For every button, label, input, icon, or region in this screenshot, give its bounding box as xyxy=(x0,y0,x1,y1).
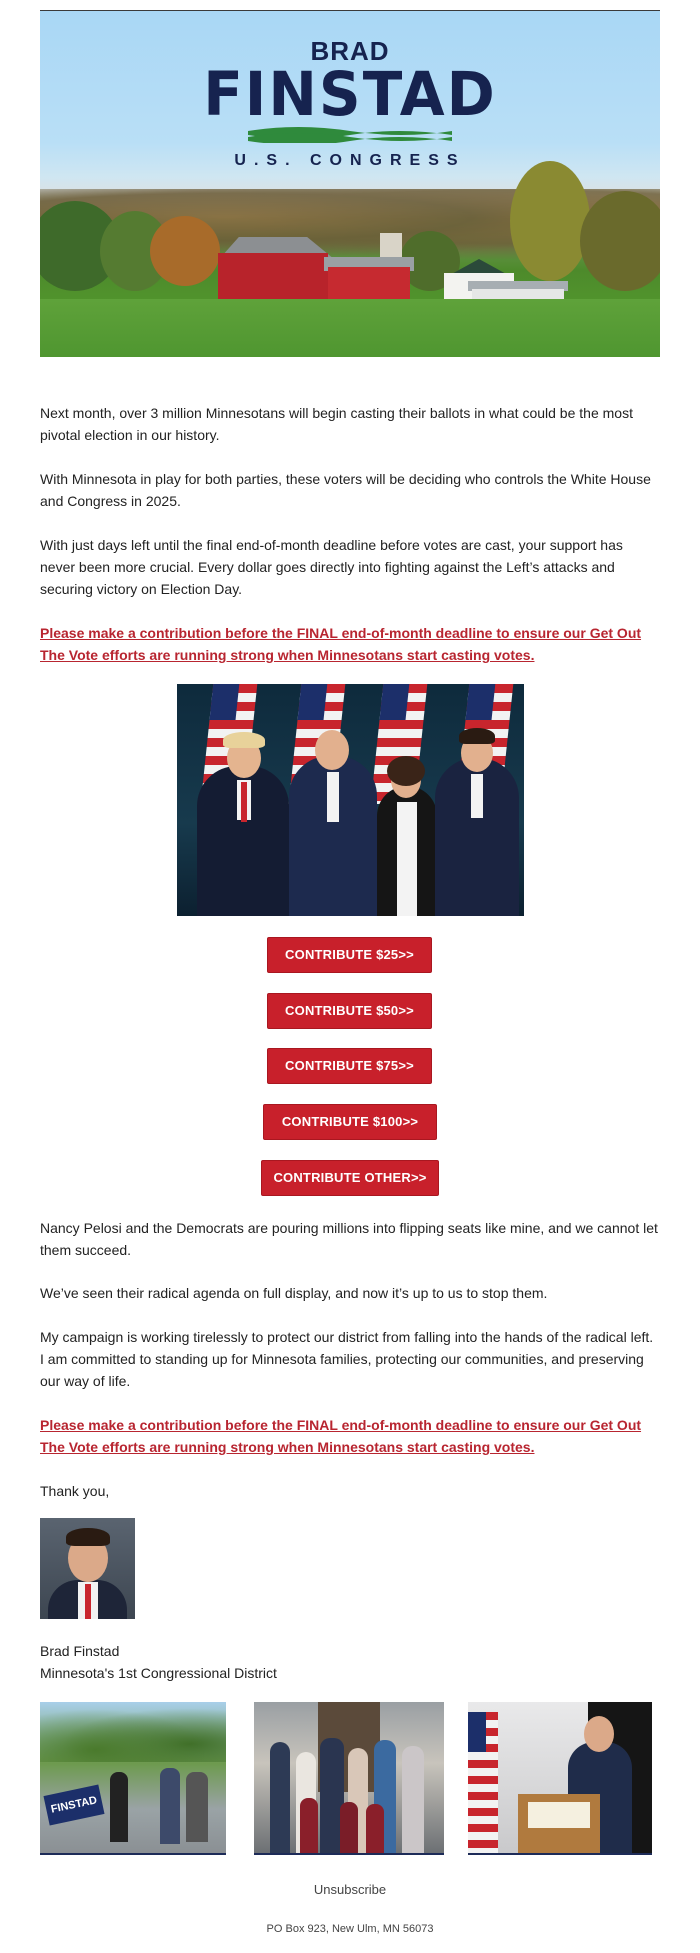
unsubscribe-link[interactable]: Unsubscribe xyxy=(313,1882,387,1897)
person-shirt xyxy=(471,774,483,818)
green-field xyxy=(40,299,660,357)
candidate-headshot xyxy=(40,1518,135,1619)
thank-you-text: Thank you, xyxy=(40,1483,110,1499)
contribute-link-top[interactable]: Please make a contribution before the FINAL end-of-month deadline to ensure our Get Out The Vote efforts are running strong when Minnesotans start casting votes. xyxy=(40,625,642,663)
paragraph-4: Nancy Pelosi and the Democrats are pouring millions into flipping seats like mine, and we cannot let them succeed. xyxy=(40,1220,658,1258)
contribute-link-bottom[interactable]: Please make a contribution before the FINAL end-of-month deadline to ensure our Get Out The Vote efforts are running strong when Minnesotans start casting votes. xyxy=(40,1417,642,1455)
paragraph-2: With Minnesota in play for both parties, these voters will be deciding who controls the White House and Congress in 2025. xyxy=(40,471,651,509)
family-photo xyxy=(254,1702,444,1855)
person-hair xyxy=(223,732,265,748)
paragraph-5: We’ve seen their radical agenda on full display, and now it’s up to us to stop them. xyxy=(40,1285,548,1301)
paragraph-3: With just days left until the final end-of-month deadline before votes are cast, your support has never been more crucial. Every dollar goes directly into fighting against the Left’s attacks and securing victory on Election Day. xyxy=(40,537,623,597)
paragraph-1: Next month, over 3 million Minnesotans will begin casting their ballots in what could be the most pivotal election in our history. xyxy=(40,405,633,443)
banner-tree xyxy=(510,161,590,281)
parade-sign: FINSTAD xyxy=(43,1785,104,1826)
signature-district: Minnesota's 1st Congressional District xyxy=(40,1665,277,1681)
signature-name: Brad Finstad xyxy=(40,1643,120,1659)
podium-photo xyxy=(468,1702,652,1855)
person-shirt xyxy=(327,772,339,822)
person-top xyxy=(397,802,417,916)
mailing-address: PO Box 923, New Ulm, MN 56073 xyxy=(266,1923,434,1935)
parade-photo xyxy=(40,1702,226,1855)
person-hair xyxy=(459,728,495,744)
contribute-50-button[interactable]: CONTRIBUTE $50>> xyxy=(267,993,432,1029)
paragraph-6: My campaign is working tirelessly to protect our district from falling into the hands of the radical left. I am committed to standing up for Minnesota families, protecting our communities, and preserving our way of life. xyxy=(40,1329,654,1389)
logo-first-name: BRAD xyxy=(310,36,390,66)
person-head xyxy=(315,730,349,770)
contribute-25-button[interactable]: CONTRIBUTE $25>> xyxy=(267,937,432,973)
banner-tree xyxy=(580,191,660,291)
header-banner xyxy=(40,11,660,357)
logo-subtitle: U.S. CONGRESS xyxy=(234,152,466,169)
person-tie xyxy=(241,782,247,822)
logo-last-name: FINSTAD xyxy=(203,58,497,130)
contribute-75-button[interactable]: CONTRIBUTE $75>> xyxy=(267,1048,432,1084)
banner-tree xyxy=(150,216,220,286)
campaign-logo xyxy=(40,37,660,172)
candidates-photo xyxy=(177,684,524,916)
person-hair xyxy=(387,756,425,786)
contribute-100-button[interactable]: CONTRIBUTE $100>> xyxy=(263,1104,437,1140)
contribute-other-button[interactable]: CONTRIBUTE OTHER>> xyxy=(261,1160,439,1196)
